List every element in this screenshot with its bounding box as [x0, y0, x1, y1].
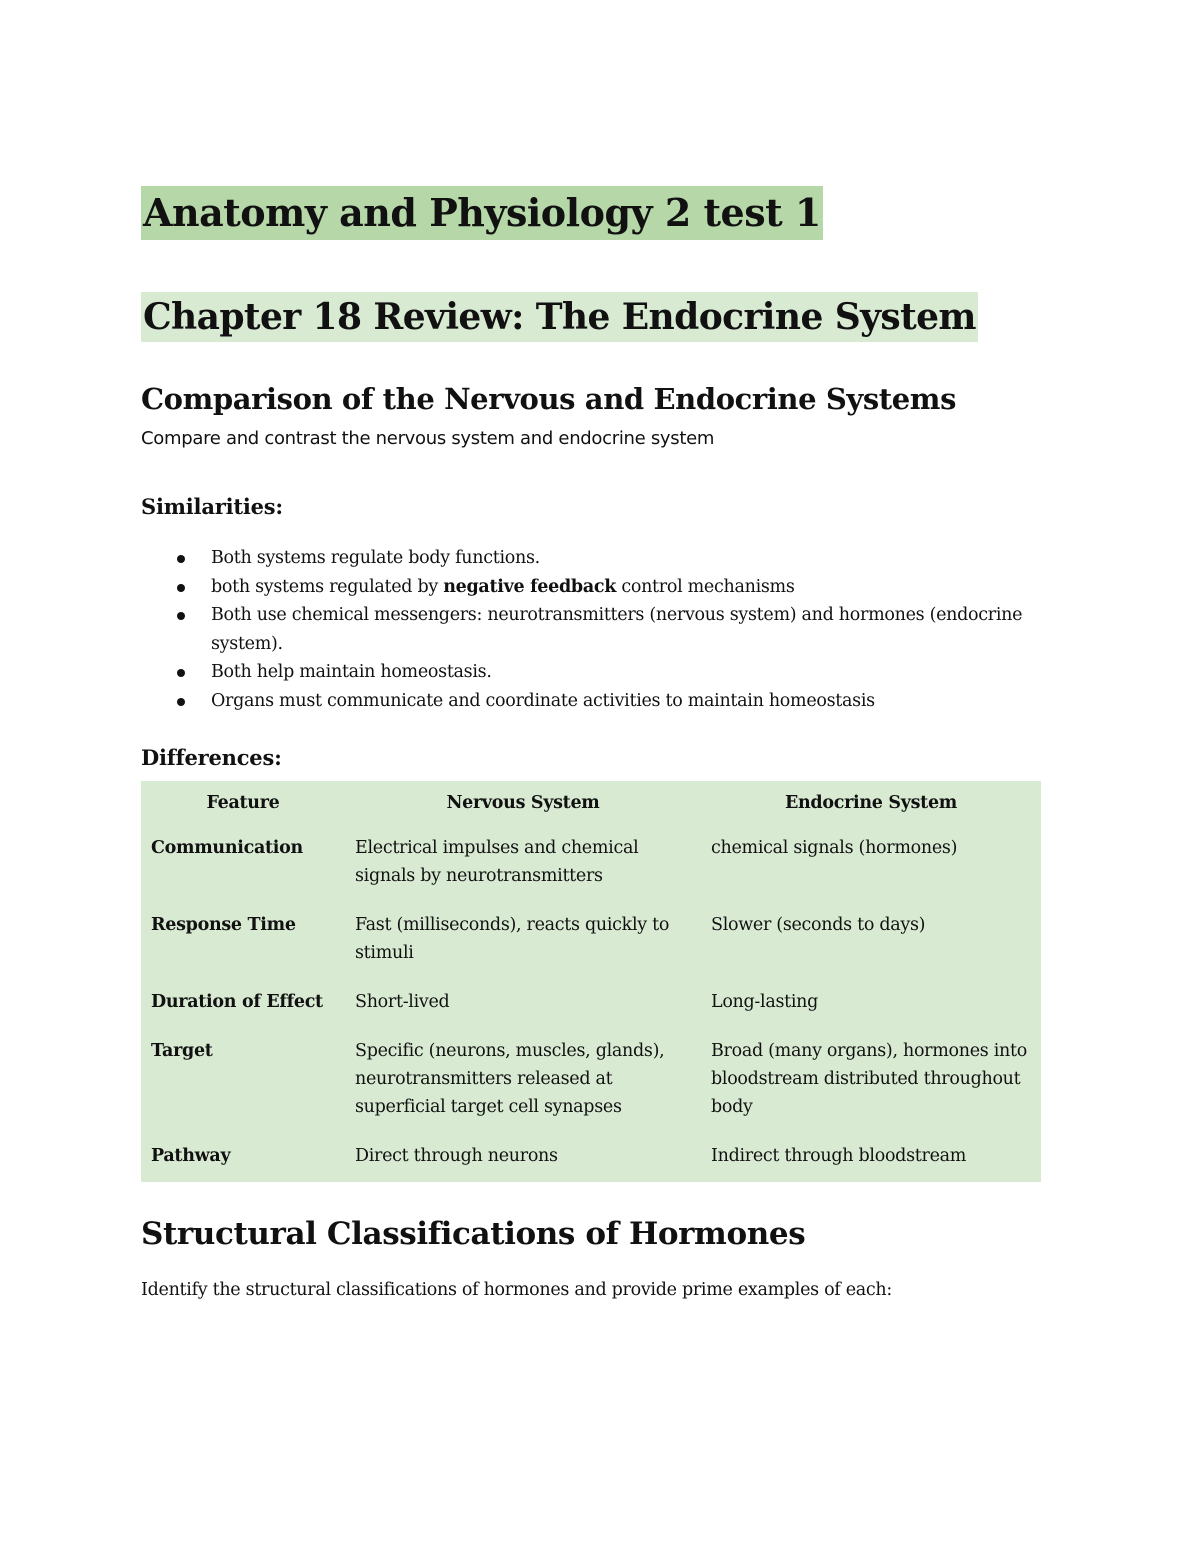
- document-title: [141, 186, 1041, 240]
- endocrine-cell: Indirect through bloodstream: [711, 1146, 967, 1166]
- bullet-icon: [177, 555, 185, 563]
- structural-text: Identify the structural classifications of hormones and provide prime examples of each:: [141, 1280, 893, 1300]
- list-item-text: Both systems regulate body functions.: [211, 548, 540, 568]
- list-item: [211, 573, 1041, 602]
- table-row: [141, 1028, 1041, 1133]
- nervous-cell: Fast (milliseconds), reacts quickly to stimuli: [355, 915, 670, 963]
- bullet-icon: [177, 584, 185, 592]
- list-item: [211, 601, 1041, 658]
- feature-cell: Pathway: [151, 1146, 231, 1166]
- bullet-icon: [177, 698, 185, 706]
- chapter-highlight: Chapter 18 Review: The Endocrine System: [141, 292, 978, 342]
- table-header-row: [141, 781, 1041, 825]
- list-item: [211, 544, 1041, 573]
- feature-cell: Communication: [151, 838, 303, 858]
- differences-table: [141, 781, 1041, 1182]
- list-item-text: Both use chemical messengers: neurotransmitters (nervous system) and hormones (endocrine system).: [211, 605, 1023, 654]
- bullet-icon: [177, 612, 185, 620]
- table-row: [141, 979, 1041, 1028]
- table-row: [141, 1133, 1041, 1182]
- document-page: [141, 186, 1041, 1304]
- differences-heading: Differences:: [141, 745, 282, 770]
- feature-cell: Target: [151, 1041, 213, 1061]
- comparison-subtitle: Compare and contrast the nervous system and endocrine system: [141, 428, 715, 449]
- list-item-bold-text: negative feedback: [443, 576, 617, 597]
- list-item-text: Organs must communicate and coordinate activities to maintain homeostasis: [211, 690, 875, 711]
- comparison-heading: Comparison of the Nervous and Endocrine Systems: [141, 382, 957, 416]
- nervous-cell: Short-lived: [355, 992, 450, 1012]
- list-item-text: both systems regulated by: [211, 576, 444, 597]
- endocrine-cell: Broad (many organs), hormones into bloodstream distributed throughout body: [711, 1041, 1027, 1117]
- list-item: [211, 658, 1041, 687]
- list-item-text: Both help maintain homeostasis.: [211, 662, 492, 682]
- similarities-list: [141, 544, 1041, 715]
- list-item-text: control mechanisms: [616, 576, 795, 597]
- table-row: [141, 825, 1041, 902]
- table-row: [141, 902, 1041, 979]
- nervous-cell: Electrical impulses and chemical signals by neurotransmitters: [355, 838, 639, 886]
- column-header-endocrine: Endocrine System: [784, 793, 958, 813]
- nervous-cell: Direct through neurons: [355, 1146, 558, 1166]
- endocrine-cell: Long-lasting: [711, 992, 819, 1012]
- similarities-heading: Similarities:: [141, 494, 283, 519]
- column-header-nervous: Nervous System: [446, 793, 600, 813]
- endocrine-cell: chemical signals (hormones): [711, 838, 958, 858]
- title-highlight: Anatomy and Physiology 2 test 1: [141, 186, 823, 240]
- chapter-heading: [141, 292, 1041, 342]
- nervous-cell: Specific (neurons, muscles, glands), neurotransmitters released at superficial target cell synapses: [355, 1041, 665, 1117]
- list-item: [211, 687, 1041, 716]
- feature-cell: Response Time: [151, 915, 296, 935]
- feature-cell: Duration of Effect: [151, 992, 323, 1012]
- structural-heading: Structural Classifications of Hormones: [141, 1216, 806, 1252]
- endocrine-cell: Slower (seconds to days): [711, 915, 926, 935]
- column-header-feature: Feature: [206, 793, 280, 813]
- bullet-icon: [177, 669, 185, 677]
